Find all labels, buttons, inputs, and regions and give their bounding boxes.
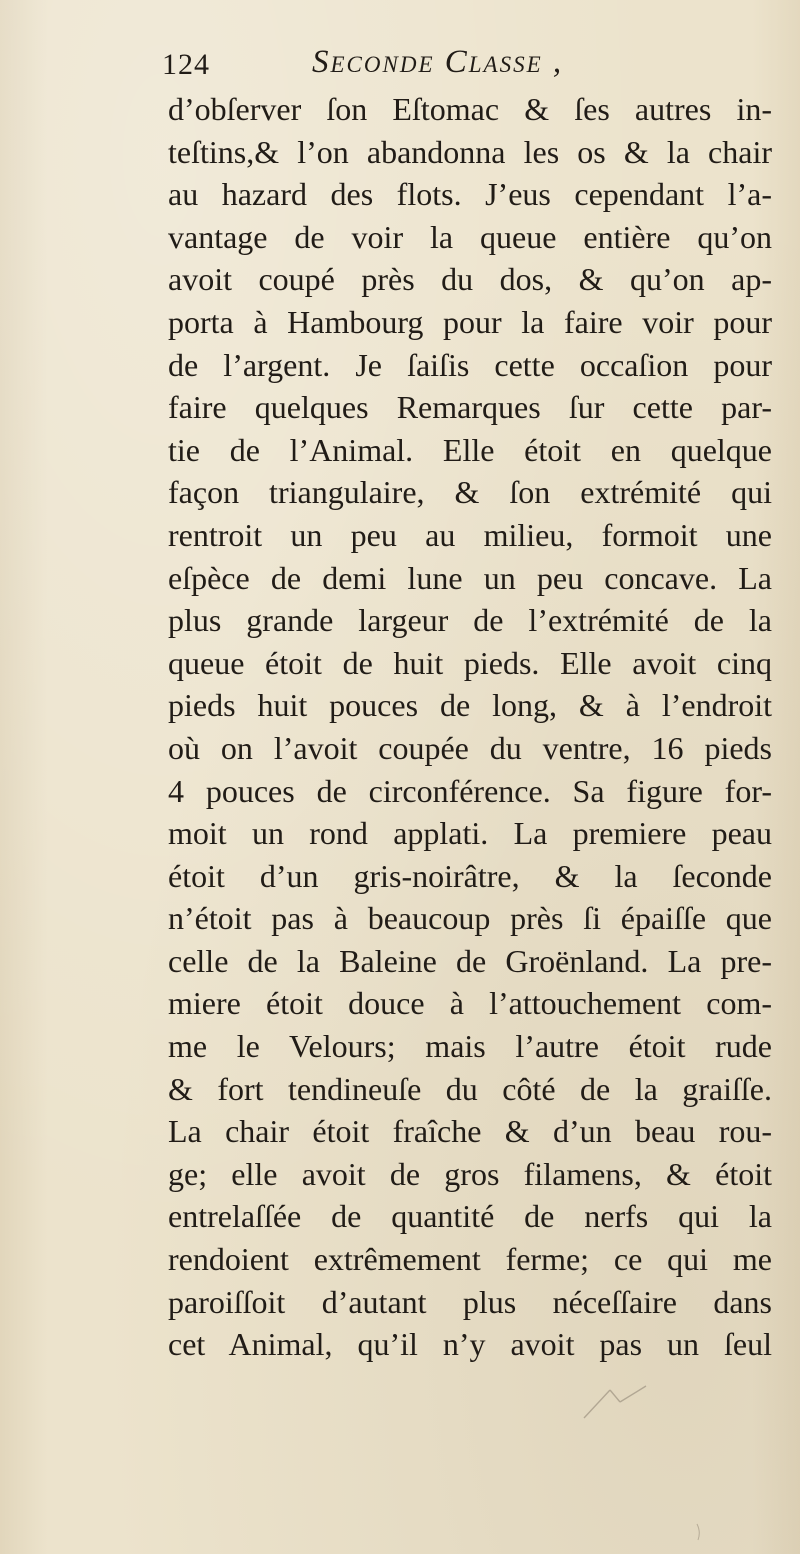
text-line: ge; elle avoit de gros filamens, & étoit xyxy=(168,1155,772,1192)
text-line: eſpèce de demi lune un peu concave. La xyxy=(168,559,772,596)
text-line: d’obſerver ſon Eſtomac & ſes autres in- xyxy=(168,91,772,127)
text-line: rentroit un peu au milieu, formoit une xyxy=(168,516,772,553)
text-line: faire quelques Remarques ſur cette par- xyxy=(168,389,772,426)
text-line: pieds huit pouces de long, & à l’endroit xyxy=(168,687,772,724)
text-line: moit un rond applati. La premiere peau xyxy=(168,815,772,852)
text-line: rendoient extrêmement ferme; ce qui me xyxy=(168,1241,772,1278)
text-line: paroiſſoit d’autant plus néceſſaire dans xyxy=(168,1283,772,1320)
text-line: 4 pouces de circonférence. Sa figure for- xyxy=(168,772,772,809)
running-head: Seconde Classe , xyxy=(312,44,564,80)
text-line: au hazard des flots. J’eus cependant l’a- xyxy=(168,176,772,213)
text-line: me le Velours; mais l’autre étoit rude xyxy=(168,1028,772,1065)
text-line: teſtins,& l’on abandonna les os & la chair xyxy=(168,133,772,170)
text-line: cet Animal, qu’il n’y avoit pas un ſeul xyxy=(168,1326,772,1363)
text-line: porta à Hambourg pour la faire voir pour xyxy=(168,303,772,340)
body-text xyxy=(168,88,772,1366)
text-line: avoit coupé près du dos, & qu’on ap- xyxy=(168,261,772,298)
page-number: 124 xyxy=(162,48,210,81)
pencil-mark xyxy=(580,1382,650,1422)
text-line: & fort tendineuſe du côté de la graiſſe. xyxy=(168,1070,772,1107)
text-line: La chair étoit fraîche & d’un beau rou- xyxy=(168,1113,772,1150)
text-line: queue étoit de huit pieds. Elle avoit cinq xyxy=(168,644,772,681)
page-header xyxy=(162,42,722,88)
text-line: plus grande largeur de l’extrémité de la xyxy=(168,602,772,639)
text-line: miere étoit douce à l’attouchement com- xyxy=(168,985,772,1022)
text-line: celle de la Baleine de Groënland. La pre- xyxy=(168,942,772,979)
text-line: tie de l’Animal. Elle étoit en quelque xyxy=(168,431,772,468)
text-line: de l’argent. Je ſaiſis cette occaſion pour xyxy=(168,346,772,383)
text-line: où on l’avoit coupée du ventre, 16 pieds xyxy=(168,729,772,766)
text-line: n’étoit pas à beaucoup près ſi épaiſſe que xyxy=(168,900,772,937)
text-line: entrelaſſée de quantité de nerfs qui la xyxy=(168,1198,772,1235)
text-line: façon triangulaire, & ſon extrémité qui xyxy=(168,474,772,511)
text-line: vantage de voir la queue entière qu’on xyxy=(168,218,772,255)
pencil-tick xyxy=(694,1522,704,1542)
text-line: étoit d’un gris-noirâtre, & la ſeconde xyxy=(168,857,772,894)
